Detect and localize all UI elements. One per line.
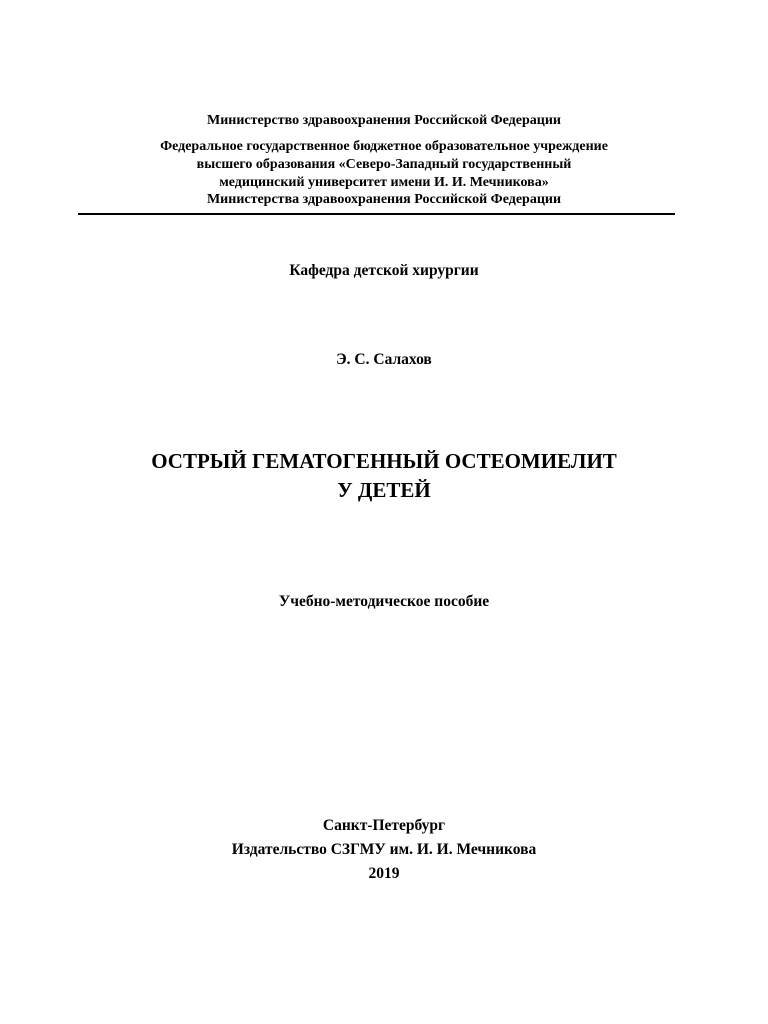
department-name: Кафедра детской хирургии <box>289 262 479 279</box>
institution-line-3: медицинский университет имени И. И. Мечникова» <box>219 175 549 190</box>
imprint-city: Санкт-Петербург <box>322 817 446 834</box>
institution-line-1: Федеральное государственное бюджетное образовательное учреждение <box>160 139 608 154</box>
imprint-year: 2019 <box>368 865 400 882</box>
document-type: Учебно-методическое пособие <box>278 593 490 610</box>
header-divider <box>78 213 675 215</box>
institution-line-2: высшего образования «Северо-Западный государственный <box>196 157 572 172</box>
imprint-publisher: Издательство СЗГМУ им. И. И. Мечникова <box>231 841 537 858</box>
document-title-line-2: У ДЕТЕЙ <box>337 478 431 502</box>
author-name: Э. С. Салахов <box>336 351 432 368</box>
document-title-line-1: ОСТРЫЙ ГЕМАТОГЕННЫЙ ОСТЕОМИЕЛИТ <box>151 449 617 473</box>
institution-line-4: Министерства здравоохранения Российской Федерации <box>206 192 562 207</box>
ministry-name: Министерство здравоохранения Российской Федерации <box>207 113 561 128</box>
